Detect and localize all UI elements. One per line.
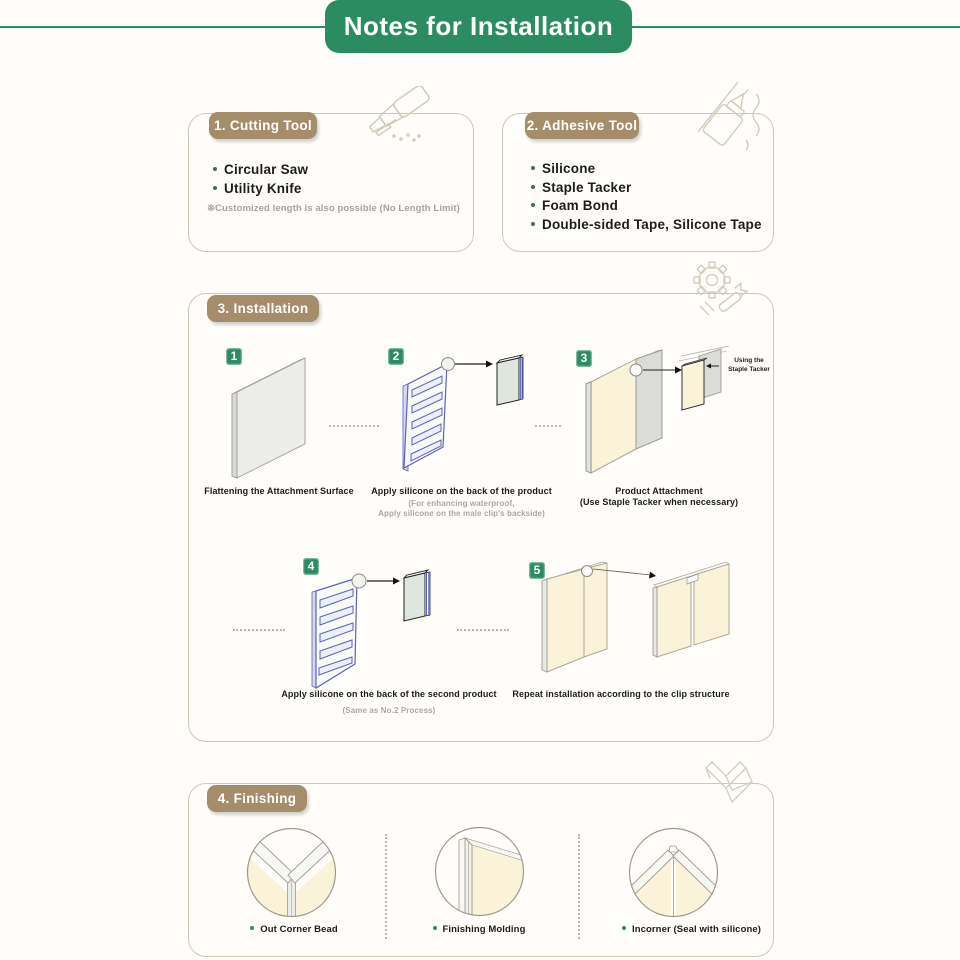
dotted-connector (329, 425, 379, 427)
caption-text: Flattening the Attachment Surface (204, 486, 354, 496)
adhesive-item-label: Staple Tacker (542, 179, 632, 195)
adhesive-tool-list (531, 160, 762, 234)
step4-caption (274, 689, 504, 716)
caption-text: Product Attachment (615, 486, 703, 496)
silicone-tube-icon (694, 80, 766, 156)
section-label-finishing: 4. Finishing (207, 785, 307, 812)
list-item (531, 216, 762, 235)
step2-caption (369, 486, 554, 519)
section-label-installation: 3. Installation (207, 295, 319, 322)
finishing-item-label: Finishing Molding (442, 924, 526, 935)
caption-subtext: Apply silicone on the male clip's backside) (378, 509, 545, 518)
step-4-badge: 4 (303, 558, 319, 575)
annotation-line1: Using the (734, 357, 764, 364)
dotted-connector (233, 629, 285, 631)
step-5-badge: 5 (529, 562, 545, 579)
cutting-item-label: Utility Knife (224, 180, 302, 196)
caption-text: Apply silicone on the back of the second product (281, 689, 497, 699)
page-title: Notes for Installation (325, 0, 632, 53)
step3-attachment-illustration (583, 346, 733, 486)
finishing-caption (594, 924, 789, 935)
caption-subtext: (For enhancing waterproof, (408, 499, 515, 508)
dotted-connector (457, 629, 509, 631)
adhesive-item-label: Foam Bond (542, 198, 619, 213)
adhesive-item-label: Double-sided Tape, Silicone Tape (542, 216, 762, 232)
out-corner-bead-illustration (244, 825, 339, 920)
dotted-divider (578, 834, 580, 939)
step5-repeat-illustration (539, 554, 744, 684)
bullet-dot (531, 185, 535, 189)
adhesive-item-label: Silicone (542, 161, 596, 176)
step-3-badge: 3 (576, 350, 592, 367)
section-label-adhesive: 2. Adhesive Tool (525, 112, 639, 139)
bullet-dot (531, 222, 535, 226)
list-item (531, 197, 762, 216)
section-finishing (188, 783, 774, 957)
step3-caption (554, 486, 764, 508)
step-1-badge: 1 (226, 348, 242, 365)
bullet-dot (213, 167, 217, 171)
finishing-item-label: Out Corner Bead (260, 924, 338, 935)
step3-annotation (723, 357, 775, 374)
utility-knife-icon (368, 86, 442, 146)
cutting-note: ※Customized length is also possible (No Length Limit) (207, 203, 460, 214)
dotted-connector (535, 425, 561, 427)
list-item (213, 180, 308, 199)
step-2-badge: 2 (388, 348, 404, 365)
finishing-caption (394, 924, 564, 935)
section-label-cutting: 1. Cutting Tool (209, 112, 317, 139)
cutting-tool-list (213, 161, 308, 198)
caption-text: (Use Staple Tacker when necessary) (579, 497, 739, 507)
finishing-molding-illustration (432, 824, 527, 919)
incorner-illustration (626, 825, 721, 920)
bullet-dot (433, 926, 437, 930)
dotted-divider (385, 834, 387, 939)
list-item (531, 179, 762, 198)
caption-text: Repeat installation according to the clip structure (512, 689, 730, 699)
corner-molding-icon (696, 756, 756, 820)
bullet-dot (622, 926, 626, 930)
cutting-item-label: Circular Saw (224, 162, 309, 177)
bullet-dot (213, 186, 217, 190)
finishing-item-label: Incorner (Seal with silicone) (631, 924, 762, 935)
bullet-dot (531, 203, 535, 207)
bullet-dot (531, 166, 535, 170)
step5-caption (511, 689, 731, 700)
bullet-dot (250, 926, 254, 930)
finishing-caption (209, 924, 379, 935)
step4-silicone-illustration (307, 556, 437, 696)
list-item (531, 160, 762, 179)
caption-subtext: (Same as No.2 Process) (342, 706, 436, 715)
gear-wrench-icon (688, 258, 752, 322)
step2-silicone-illustration (399, 344, 524, 484)
list-item (213, 161, 308, 180)
step1-caption (199, 486, 359, 497)
annotation-line2: Staple Tacker (728, 365, 770, 373)
step1-wall-illustration (229, 350, 314, 485)
section-installation (188, 293, 774, 742)
caption-text: Apply silicone on the back of the product (371, 486, 552, 496)
